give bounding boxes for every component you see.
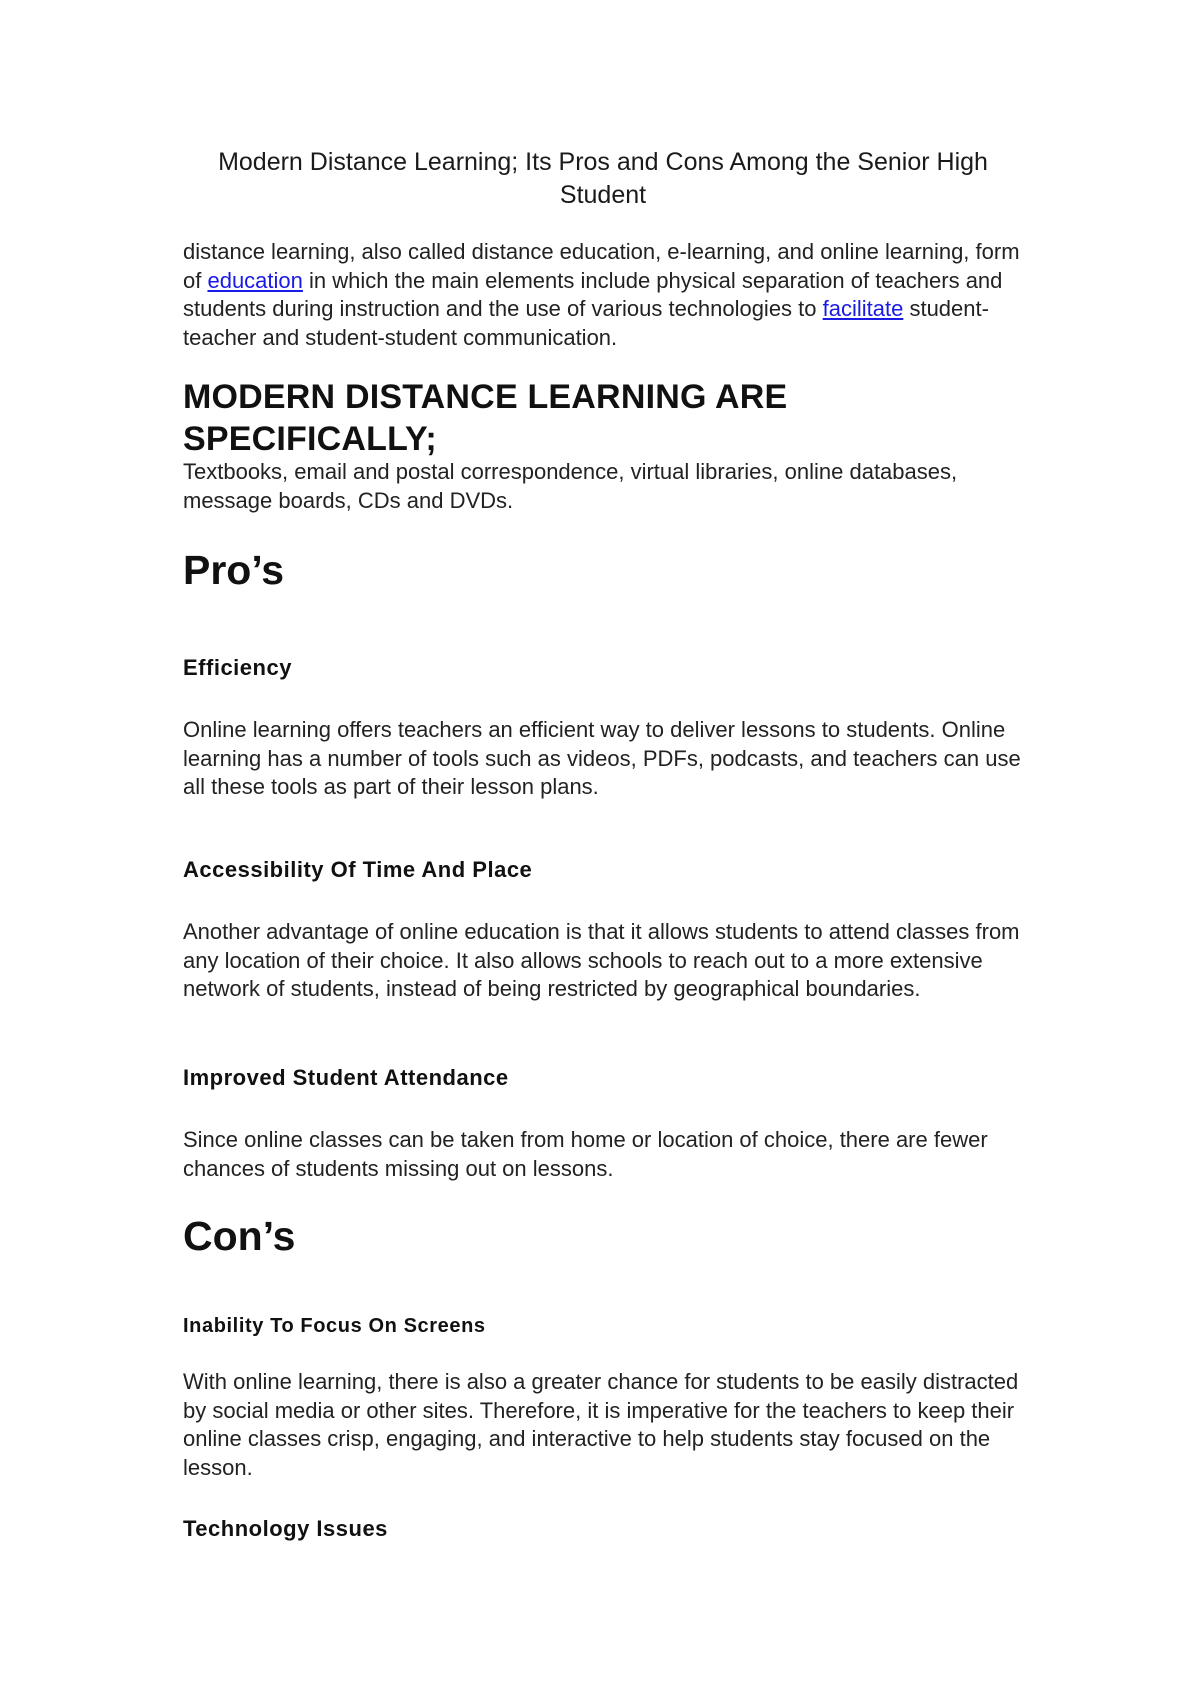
attendance-heading: Improved Student Attendance (183, 1065, 509, 1090)
modern-heading: MODERN DISTANCE LEARNING ARE SPECIFICALLY; (183, 378, 788, 458)
intro-text-part1: distance learning, also called distance education, e-learning, and online learning, form of (183, 239, 1020, 293)
pros-heading: Pro’s (183, 547, 285, 593)
cons-heading: Con’s (183, 1213, 296, 1259)
technology-heading: Technology Issues (183, 1516, 388, 1541)
intro-paragraph (183, 238, 1023, 352)
focus-paragraph: With online learning, there is also a greater chance for students to be easily distracted by social media or other sites. Therefore, it is imperative for the teachers to keep their online classes crisp, engaging, and interactive to help students stay focused on the lesson. (183, 1369, 1019, 1480)
intro-text-part2: in which the main elements include physical separation of teachers and students during instruction and the use of various technologies to (183, 267, 1003, 321)
efficiency-paragraph: Online learning offers teachers an efficient way to deliver lessons to students. Online learning has a number of tools such as videos, PDFs, podcasts, and teachers can use all these tools as part of their lesson plans. (183, 717, 1021, 799)
facilitate-link[interactable]: facilitate (822, 296, 904, 321)
focus-heading: Inability To Focus On Screens (183, 1315, 486, 1337)
intro-text-part3: student-teacher and student-student communication. (183, 296, 989, 350)
modern-paragraph: Textbooks, email and postal correspondence, virtual libraries, online databases, message boards, CDs and DVDs. (183, 459, 958, 513)
document-title: Modern Distance Learning; Its Pros and Cons Among the Senior High Student (218, 148, 988, 209)
accessibility-paragraph: Another advantage of online education is that it allows students to attend classes from any location of their choice. It also allows schools to reach out to a more extensive network of students, instead of being restricted by geographical boundaries. (183, 919, 1020, 1001)
efficiency-heading: Efficiency (183, 655, 292, 680)
attendance-paragraph: Since online classes can be taken from home or location of choice, there are fewer chances of students missing out on lessons. (183, 1127, 988, 1181)
education-link[interactable]: education (207, 267, 303, 293)
accessibility-heading: Accessibility Of Time And Place (183, 857, 533, 882)
